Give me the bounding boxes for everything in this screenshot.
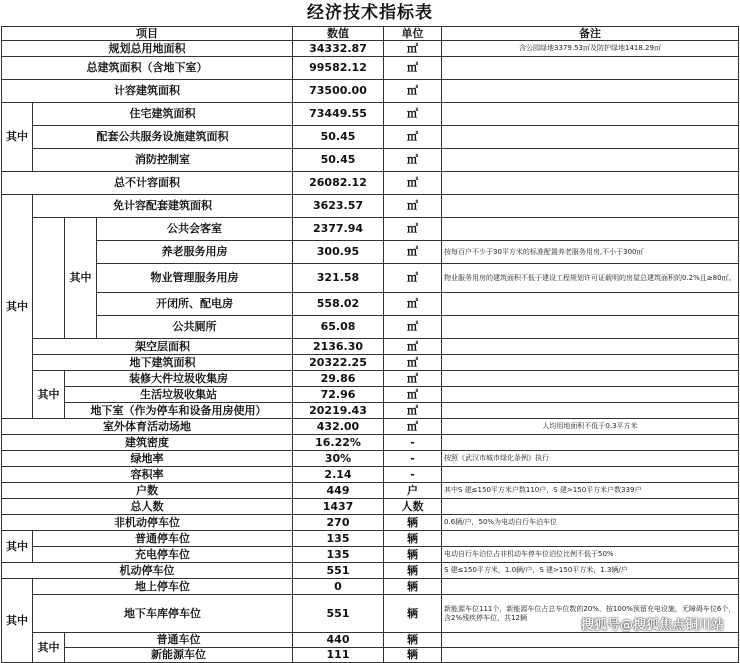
row-unit: ㎡ — [384, 241, 442, 264]
table-row — [2, 499, 739, 515]
table-row — [2, 435, 739, 451]
table-row — [2, 126, 739, 149]
row-item: 规划总用地面积 — [2, 41, 293, 57]
row-value: 551 — [293, 595, 384, 633]
row-item: 机动停车位 — [2, 563, 293, 579]
row-note — [442, 80, 739, 103]
table-row — [2, 293, 739, 316]
row-item: 新能源车位 — [65, 648, 293, 663]
row-note — [442, 218, 739, 241]
table-row — [2, 467, 739, 483]
row-unit: 辆 — [384, 595, 442, 633]
row-item: 地下车库停车位 — [33, 595, 293, 633]
row-value: 65.08 — [293, 316, 384, 339]
table-row — [2, 241, 739, 264]
group-label-qizhong: 其中 — [2, 195, 33, 419]
row-item: 普通停车位 — [33, 531, 293, 547]
row-value: 0 — [293, 579, 384, 595]
row-note — [442, 103, 739, 126]
table-row — [2, 80, 739, 103]
row-unit: - — [384, 451, 442, 467]
row-note: 人均用地面积不低于0.3平方米 — [442, 419, 739, 435]
table-row — [2, 339, 739, 355]
table-row — [2, 483, 739, 499]
row-unit: ㎡ — [384, 403, 442, 419]
row-value: 135 — [293, 547, 384, 563]
row-note — [442, 339, 739, 355]
group-label-qizhong: 其中 — [33, 633, 65, 663]
row-item: 地下建筑面积 — [33, 355, 293, 371]
table-row — [2, 264, 739, 293]
group-label-qizhong: 其中 — [65, 218, 97, 339]
row-value: 72.96 — [293, 387, 384, 403]
row-unit: ㎡ — [384, 387, 442, 403]
row-note — [442, 403, 739, 419]
blank-cell — [33, 218, 65, 339]
row-value: 20322.25 — [293, 355, 384, 371]
row-item: 架空层面积 — [33, 339, 293, 355]
row-item: 建筑密度 — [2, 435, 293, 451]
row-unit: ㎡ — [384, 293, 442, 316]
row-value: 300.95 — [293, 241, 384, 264]
row-note — [442, 579, 739, 595]
row-unit: ㎡ — [384, 195, 442, 218]
row-item: 户数 — [2, 483, 293, 499]
row-note: 0.6辆/户，50%为电动自行车泊车位 — [442, 515, 739, 531]
header-item: 项目 — [2, 27, 293, 41]
row-note: 新能源车位111个，新能源车位占总车位数的20%，按100%预留充电设施，无障碍车位6个，含2%残疾停车位，共12辆 — [442, 595, 739, 633]
row-value: 321.58 — [293, 264, 384, 293]
row-note — [442, 195, 739, 218]
row-value: 2377.94 — [293, 218, 384, 241]
row-item: 配套公共服务设施建筑面积 — [33, 126, 293, 149]
row-value: 2.14 — [293, 467, 384, 483]
row-value: 26082.12 — [293, 172, 384, 195]
table-row — [2, 41, 739, 57]
row-unit: - — [384, 435, 442, 451]
row-value: 50.45 — [293, 126, 384, 149]
row-item: 公共厕所 — [97, 316, 293, 339]
row-value: 270 — [293, 515, 384, 531]
row-value: 50.45 — [293, 149, 384, 172]
table-row — [2, 172, 739, 195]
indicator-table — [1, 26, 739, 663]
row-item: 免计容配套建筑面积 — [33, 195, 293, 218]
table-row — [2, 371, 739, 387]
row-unit: ㎡ — [384, 371, 442, 387]
row-item: 计容建筑面积 — [2, 80, 293, 103]
row-item: 地下室（作为停车和设备用房使用） — [65, 403, 293, 419]
row-value: 73500.00 — [293, 80, 384, 103]
row-note — [442, 499, 739, 515]
row-unit: - — [384, 467, 442, 483]
row-unit: 辆 — [384, 515, 442, 531]
row-item: 生活垃圾收集站 — [65, 387, 293, 403]
row-item: 开闭所、配电房 — [97, 293, 293, 316]
table-row — [2, 547, 739, 563]
table-row — [2, 648, 739, 663]
row-unit: ㎡ — [384, 103, 442, 126]
row-note: 其中S 建≤150平方米户数110户，S 建>150平方米户数339户 — [442, 483, 739, 499]
row-unit: ㎡ — [384, 339, 442, 355]
row-note: 含公园绿地3379.53㎡及防护绿地1418.29㎡ — [442, 41, 739, 57]
row-note: 按照《武汉市城市绿化条例》执行 — [442, 451, 739, 467]
row-item: 总建筑面积（含地下室） — [2, 57, 293, 80]
table-row — [2, 387, 739, 403]
row-note — [442, 57, 739, 80]
header-value: 数值 — [293, 27, 384, 41]
row-note — [442, 355, 739, 371]
row-value: 30% — [293, 451, 384, 467]
row-item: 绿地率 — [2, 451, 293, 467]
header-note: 备注 — [442, 27, 739, 41]
row-value: 3623.57 — [293, 195, 384, 218]
table-title: 经济技术指标表 — [307, 3, 433, 23]
row-value: 558.02 — [293, 293, 384, 316]
group-label-qizhong: 其中 — [2, 531, 33, 563]
row-note — [442, 467, 739, 483]
table-row — [2, 103, 739, 126]
row-value: 99582.12 — [293, 57, 384, 80]
table-row — [2, 149, 739, 172]
group-label-qizhong: 其中 — [33, 371, 65, 419]
row-unit: ㎡ — [384, 57, 442, 80]
row-unit: 辆 — [384, 547, 442, 563]
row-note: 按每百户不少于30平方米的标准配置养老服务用房,不小于300㎡ — [442, 241, 739, 264]
row-unit: ㎡ — [384, 316, 442, 339]
table-row — [2, 195, 739, 218]
row-unit: ㎡ — [384, 218, 442, 241]
row-item: 总不计容面积 — [2, 172, 293, 195]
row-note — [442, 126, 739, 149]
row-item: 充电停车位 — [33, 547, 293, 563]
row-item: 非机动停车位 — [2, 515, 293, 531]
row-unit: 辆 — [384, 633, 442, 648]
table-row — [2, 633, 739, 648]
table-row — [2, 419, 739, 435]
row-item: 室外体育活动场地 — [2, 419, 293, 435]
row-unit: ㎡ — [384, 149, 442, 172]
row-unit: 辆 — [384, 579, 442, 595]
row-unit: 辆 — [384, 648, 442, 663]
group-label-qizhong: 其中 — [2, 579, 33, 663]
watermark: 搜狐号@搜狐焦点铜川站 — [580, 618, 724, 633]
row-item: 容积率 — [2, 467, 293, 483]
row-item: 装修大件垃圾收集房 — [65, 371, 293, 387]
row-unit: ㎡ — [384, 41, 442, 57]
row-unit: ㎡ — [384, 126, 442, 149]
header-unit: 单位 — [384, 27, 442, 41]
row-note — [442, 149, 739, 172]
row-note: 物业服务用房的建筑面积不低于建设工程规划许可证载明的房屋总建筑面积的0.2%且≥80㎡。 — [442, 264, 739, 293]
table-row — [2, 451, 739, 467]
row-note — [442, 435, 739, 451]
row-value: 135 — [293, 531, 384, 547]
table-row — [2, 316, 739, 339]
table-row — [2, 57, 739, 80]
table-row — [2, 515, 739, 531]
row-value: 16.22% — [293, 435, 384, 451]
row-unit: 户 — [384, 483, 442, 499]
row-value: 73449.55 — [293, 103, 384, 126]
row-item: 地上停车位 — [33, 579, 293, 595]
row-item: 总人数 — [2, 499, 293, 515]
row-note — [442, 531, 739, 547]
row-item: 住宅建筑面积 — [33, 103, 293, 126]
table-row — [2, 403, 739, 419]
group-label-qizhong: 其中 — [2, 103, 33, 172]
row-value: 2136.30 — [293, 339, 384, 355]
row-note — [442, 293, 739, 316]
table-row — [2, 579, 739, 595]
row-value: 440 — [293, 633, 384, 648]
row-item: 养老服务用房 — [97, 241, 293, 264]
row-value: 111 — [293, 648, 384, 663]
row-unit: ㎡ — [384, 172, 442, 195]
row-unit: ㎡ — [384, 80, 442, 103]
row-note — [442, 387, 739, 403]
table-row — [2, 218, 739, 241]
row-item: 公共会客室 — [97, 218, 293, 241]
row-value: 432.00 — [293, 419, 384, 435]
row-value: 34332.87 — [293, 41, 384, 57]
row-value: 551 — [293, 563, 384, 579]
row-value: 20219.43 — [293, 403, 384, 419]
row-unit: 辆 — [384, 531, 442, 547]
row-note: 电动自行车泊位占非机动车停车位泊位比例不低于50% — [442, 547, 739, 563]
row-note — [442, 371, 739, 387]
row-value: 1437 — [293, 499, 384, 515]
row-note — [442, 633, 739, 648]
row-note — [442, 172, 739, 195]
row-note — [442, 648, 739, 663]
row-item: 消防控制室 — [33, 149, 293, 172]
row-value: 29.86 — [293, 371, 384, 387]
row-note — [442, 316, 739, 339]
header-row — [2, 27, 739, 41]
row-item: 物业管理服务用房 — [97, 264, 293, 293]
row-unit: 人数 — [384, 499, 442, 515]
row-unit: ㎡ — [384, 264, 442, 293]
row-unit: ㎡ — [384, 419, 442, 435]
row-unit: ㎡ — [384, 355, 442, 371]
table-row — [2, 531, 739, 547]
table-row — [2, 355, 739, 371]
row-unit: 辆 — [384, 563, 442, 579]
table-row — [2, 563, 739, 579]
row-item: 普通车位 — [65, 633, 293, 648]
row-value: 449 — [293, 483, 384, 499]
row-note: S 建≤150平方米，1.0辆/户，S 建>150平方米，1.3辆/户 — [442, 563, 739, 579]
